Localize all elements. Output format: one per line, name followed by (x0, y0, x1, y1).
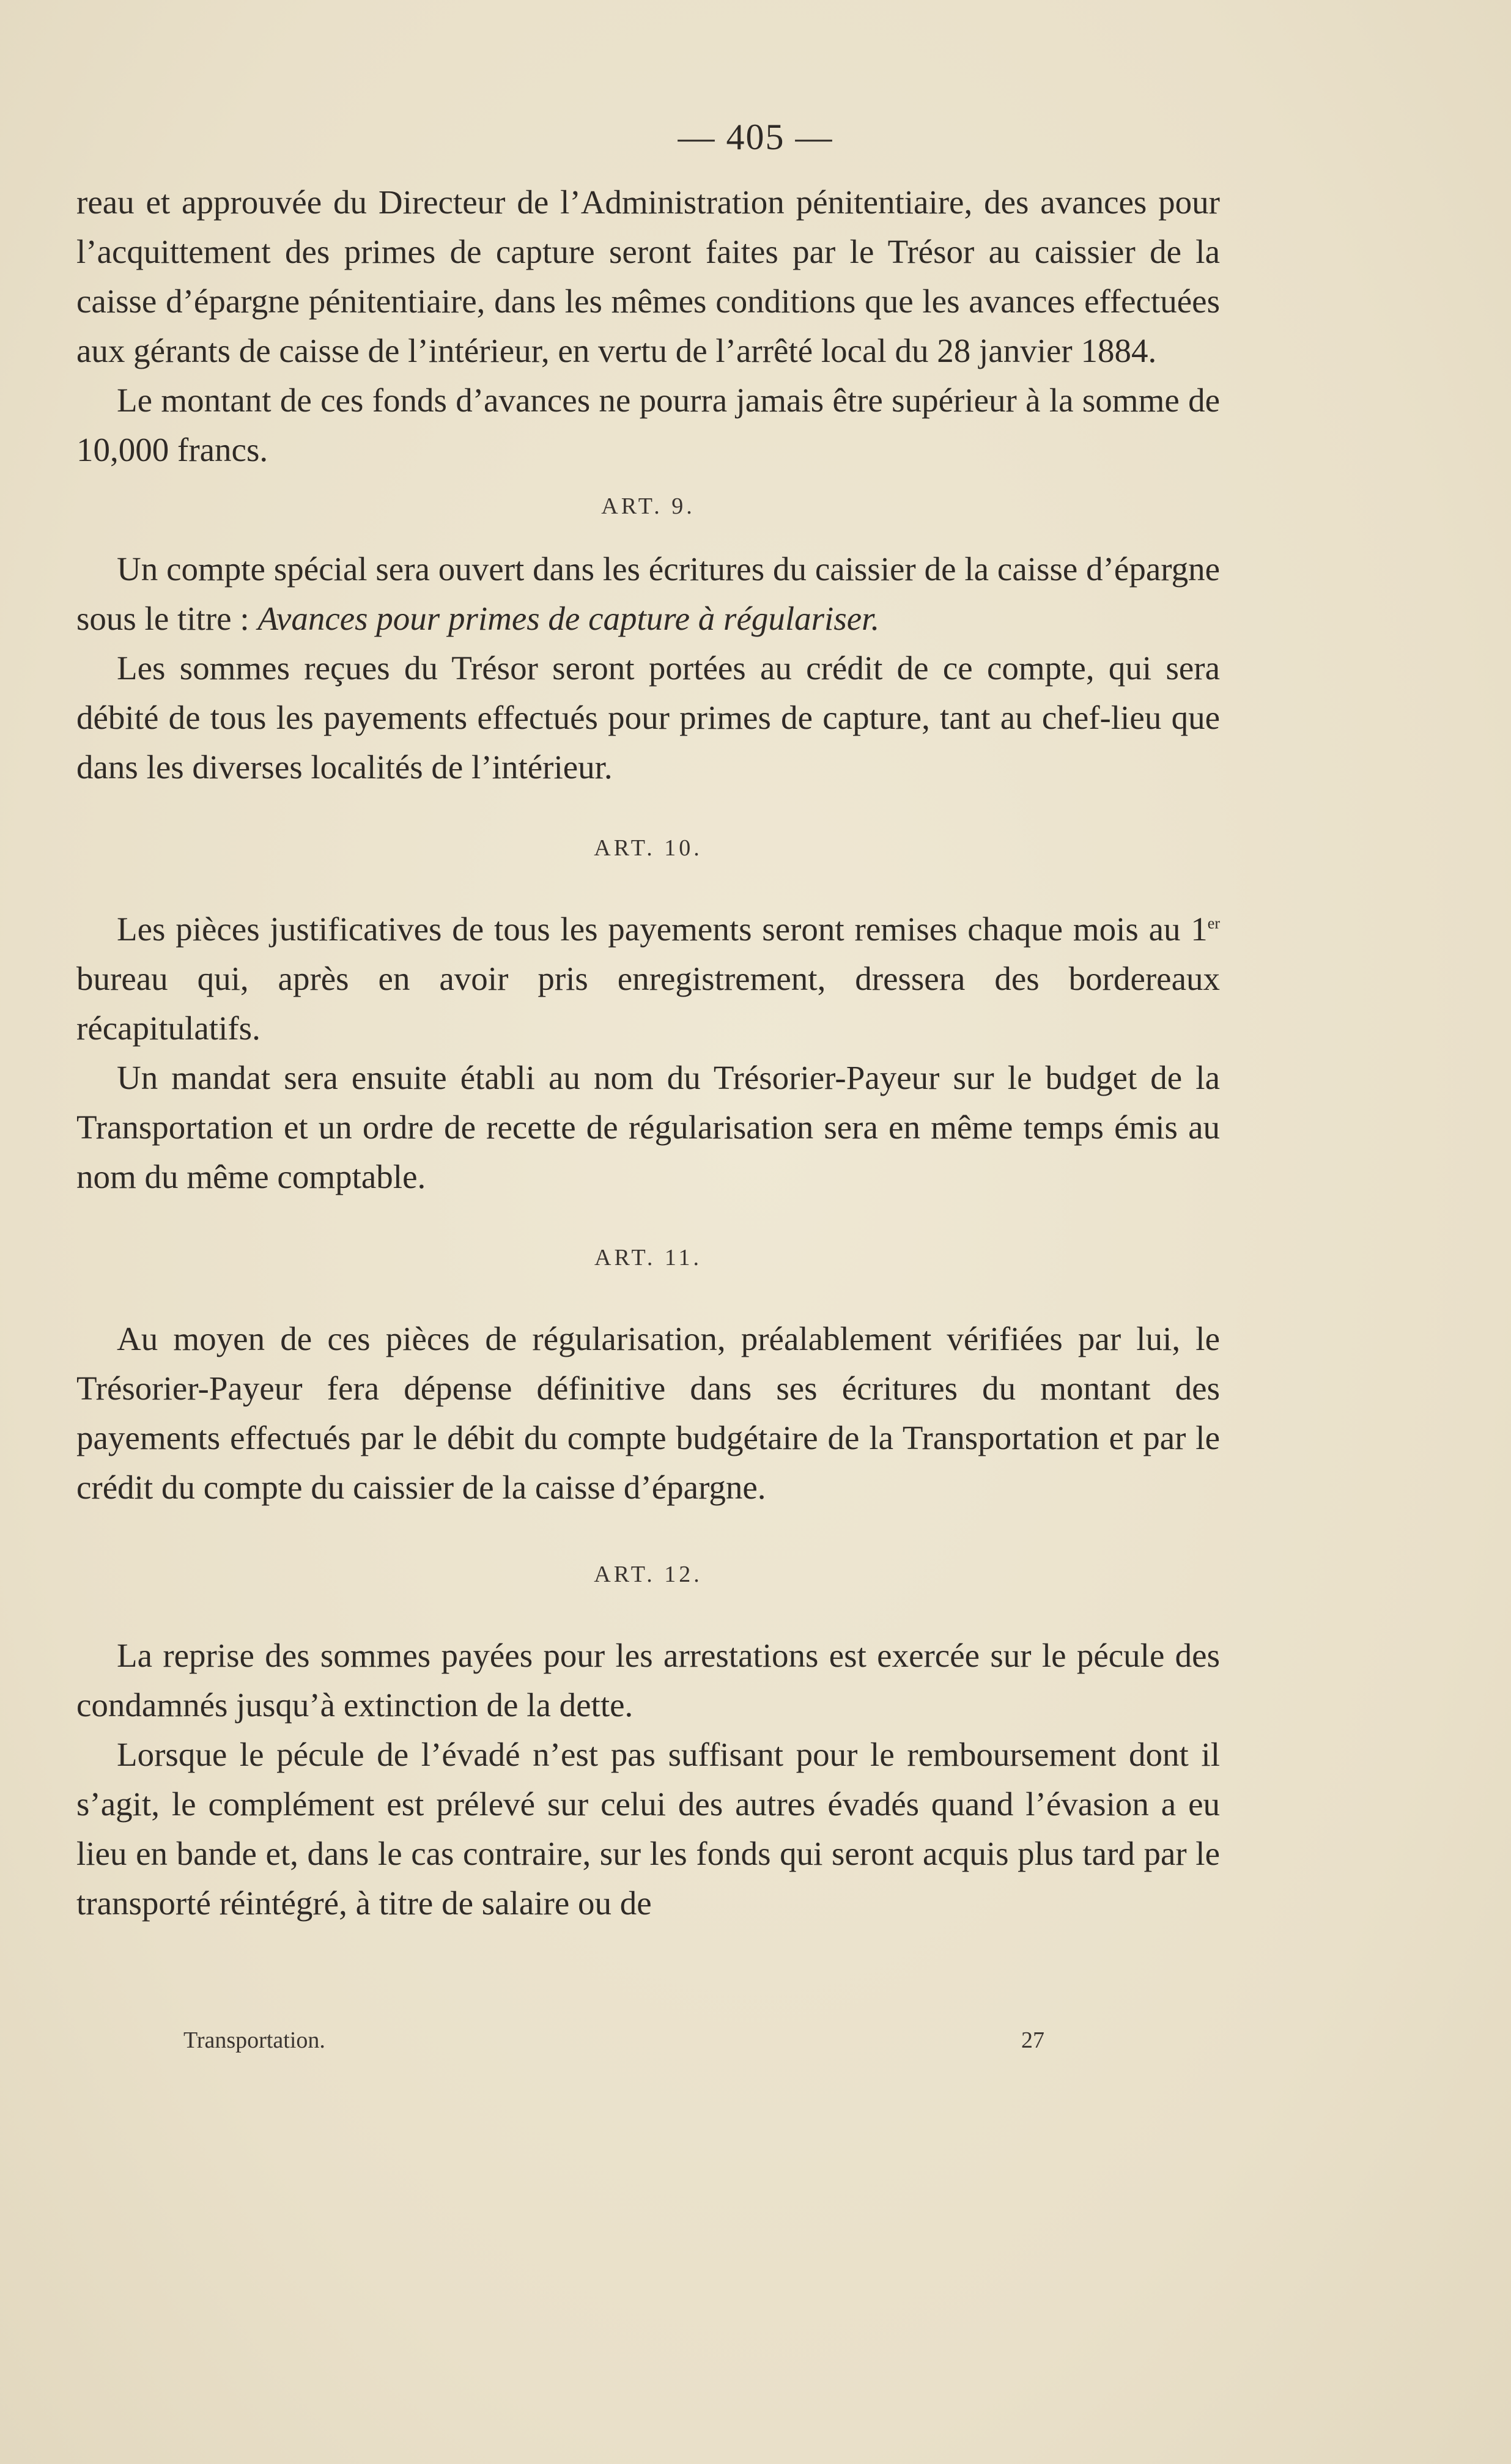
sheet-number: 27 (1021, 2027, 1044, 2053)
italic-title: Avances pour primes de capture à régulariser. (257, 600, 880, 637)
page-number: — 405 — (678, 117, 833, 157)
paragraph: Au moyen de ces pièces de régularisation, préalablement vérifiées par lui, le Trésorier-Payeur fera dépense définitive dans ses écritures du montant des payements effectués par le débit du compte budgétaire de la Transportation et par le crédit du compte du caissier de la caisse d’épargne. (76, 1320, 1220, 1506)
paragraph: Les sommes reçues du Trésor seront portées au crédit de ce compte, qui sera débité de tous les payements effectués pour primes de capture, tant au chef-lieu que dans les diverses localités de l’intérieur. (76, 649, 1220, 786)
signature-mark: Transportation. (183, 2027, 325, 2053)
article-heading-12: ART. 12. (594, 1562, 703, 1587)
paragraph: Le montant de ces fonds d’avances ne pourra jamais être supérieur à la somme de 10,000 francs. (76, 382, 1220, 468)
paragraph (76, 904, 1220, 1053)
article-heading-10: ART. 10. (594, 835, 703, 861)
paragraph: reau et approuvée du Directeur de l’Administration pénitentiaire, des avances pour l’acquittement des primes de capture seront faites par le Trésor au caissier de la caisse d’épargne pénitentiaire, dans les mêmes conditions que les avances effectuées aux gérants de caisse de l’intérieur, en vertu de l’arrêté local du 28 janvier 1884. (76, 183, 1220, 369)
article-heading-11: ART. 11. (594, 1245, 702, 1271)
paragraph: La reprise des sommes payées pour les arrestations est exercée sur le pécule des condamnés jusqu’à extinction de la dette. (76, 1637, 1220, 1724)
body-text (76, 177, 1220, 1928)
text-run: bureau qui, après en avoir pris enregistrement, dressera des bordereaux récapitulatifs. (76, 960, 1220, 1047)
text-run: Un compte spécial sera ouvert dans les écritures du caissier de la caisse d’épargne sous le titre : (76, 550, 1220, 637)
text-run: Les pièces justificatives de tous les payements seront remises chaque mois au 1 (117, 910, 1208, 948)
paragraph: Un mandat sera ensuite établi au nom du Trésorier-Payeur sur le budget de la Transportation et un ordre de recette de régularisation sera en même temps émis au nom du même comptable. (76, 1059, 1220, 1195)
paragraph (76, 544, 1220, 643)
superscript: er (1207, 914, 1220, 932)
paragraph: Lorsque le pécule de l’évadé n’est pas suffisant pour le remboursement dont il s’agit, le complément est prélevé sur celui des autres évadés quand l’évasion a eu lieu en bande et, dans le cas contraire, sur les fonds qui seront acquis plus tard par le transporté réintégré, à titre de salaire ou de (76, 1736, 1220, 1922)
article-heading-9: ART. 9. (601, 493, 695, 519)
